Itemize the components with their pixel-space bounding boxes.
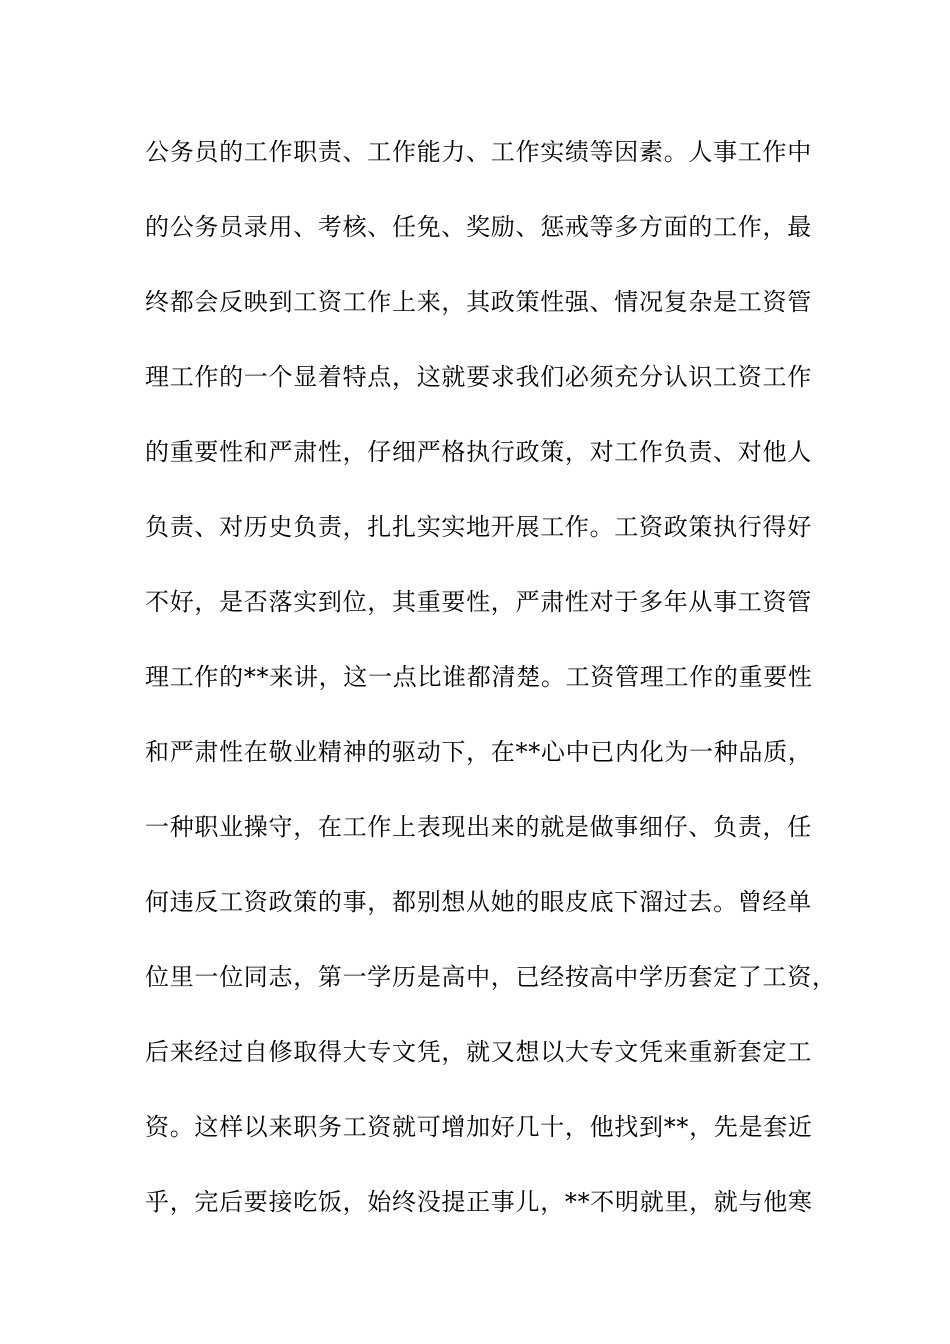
text-line: 和严肃性在敬业精神的驱动下，在**心中已内化为一种品质， — [145, 738, 813, 766]
body-text — [145, 128, 835, 1253]
text-line: 一种职业操守，在工作上表现出来的就是做事细仔、负责，任 — [145, 813, 812, 841]
text-line: 位里一位同志，第一学历是高中，已经按高中学历套定了工资， — [145, 963, 837, 991]
text-line: 不好，是否落实到位，其重要性，严肃性对于多年从事工资管 — [145, 588, 812, 616]
text-line: 理工作的**来讲，这一点比谁都清楚。工资管理工作的重要性 — [145, 663, 813, 691]
text-line: 负责、对历史负责，扎扎实实地开展工作。工资政策执行得好 — [145, 513, 812, 541]
text-line: 的公务员录用、考核、任免、奖励、惩戒等多方面的工作，最 — [145, 213, 812, 241]
text-line: 资。这样以来职务工资就可增加好几十，他找到**，先是套近 — [145, 1113, 813, 1141]
text-line: 终都会反映到工资工作上来，其政策性强、情况复杂是工资管 — [145, 288, 812, 316]
text-line: 何违反工资政策的事，都别想从她的眼皮底下溜过去。曾经单 — [145, 888, 812, 916]
text-line: 的重要性和严肃性，仔细严格执行政策，对工作负责、对他人 — [145, 438, 812, 466]
text-line: 理工作的一个显着特点，这就要求我们必须充分认识工资工作 — [145, 363, 812, 391]
text-line: 公务员的工作职责、工作能力、工作实绩等因素。人事工作中 — [145, 138, 812, 166]
text-line: 乎，完后要接吃饭，始终没提正事儿，**不明就里，就与他寒 — [145, 1188, 813, 1216]
text-line: 后来经过自修取得大专文凭，就又想以大专文凭来重新套定工 — [145, 1038, 812, 1066]
